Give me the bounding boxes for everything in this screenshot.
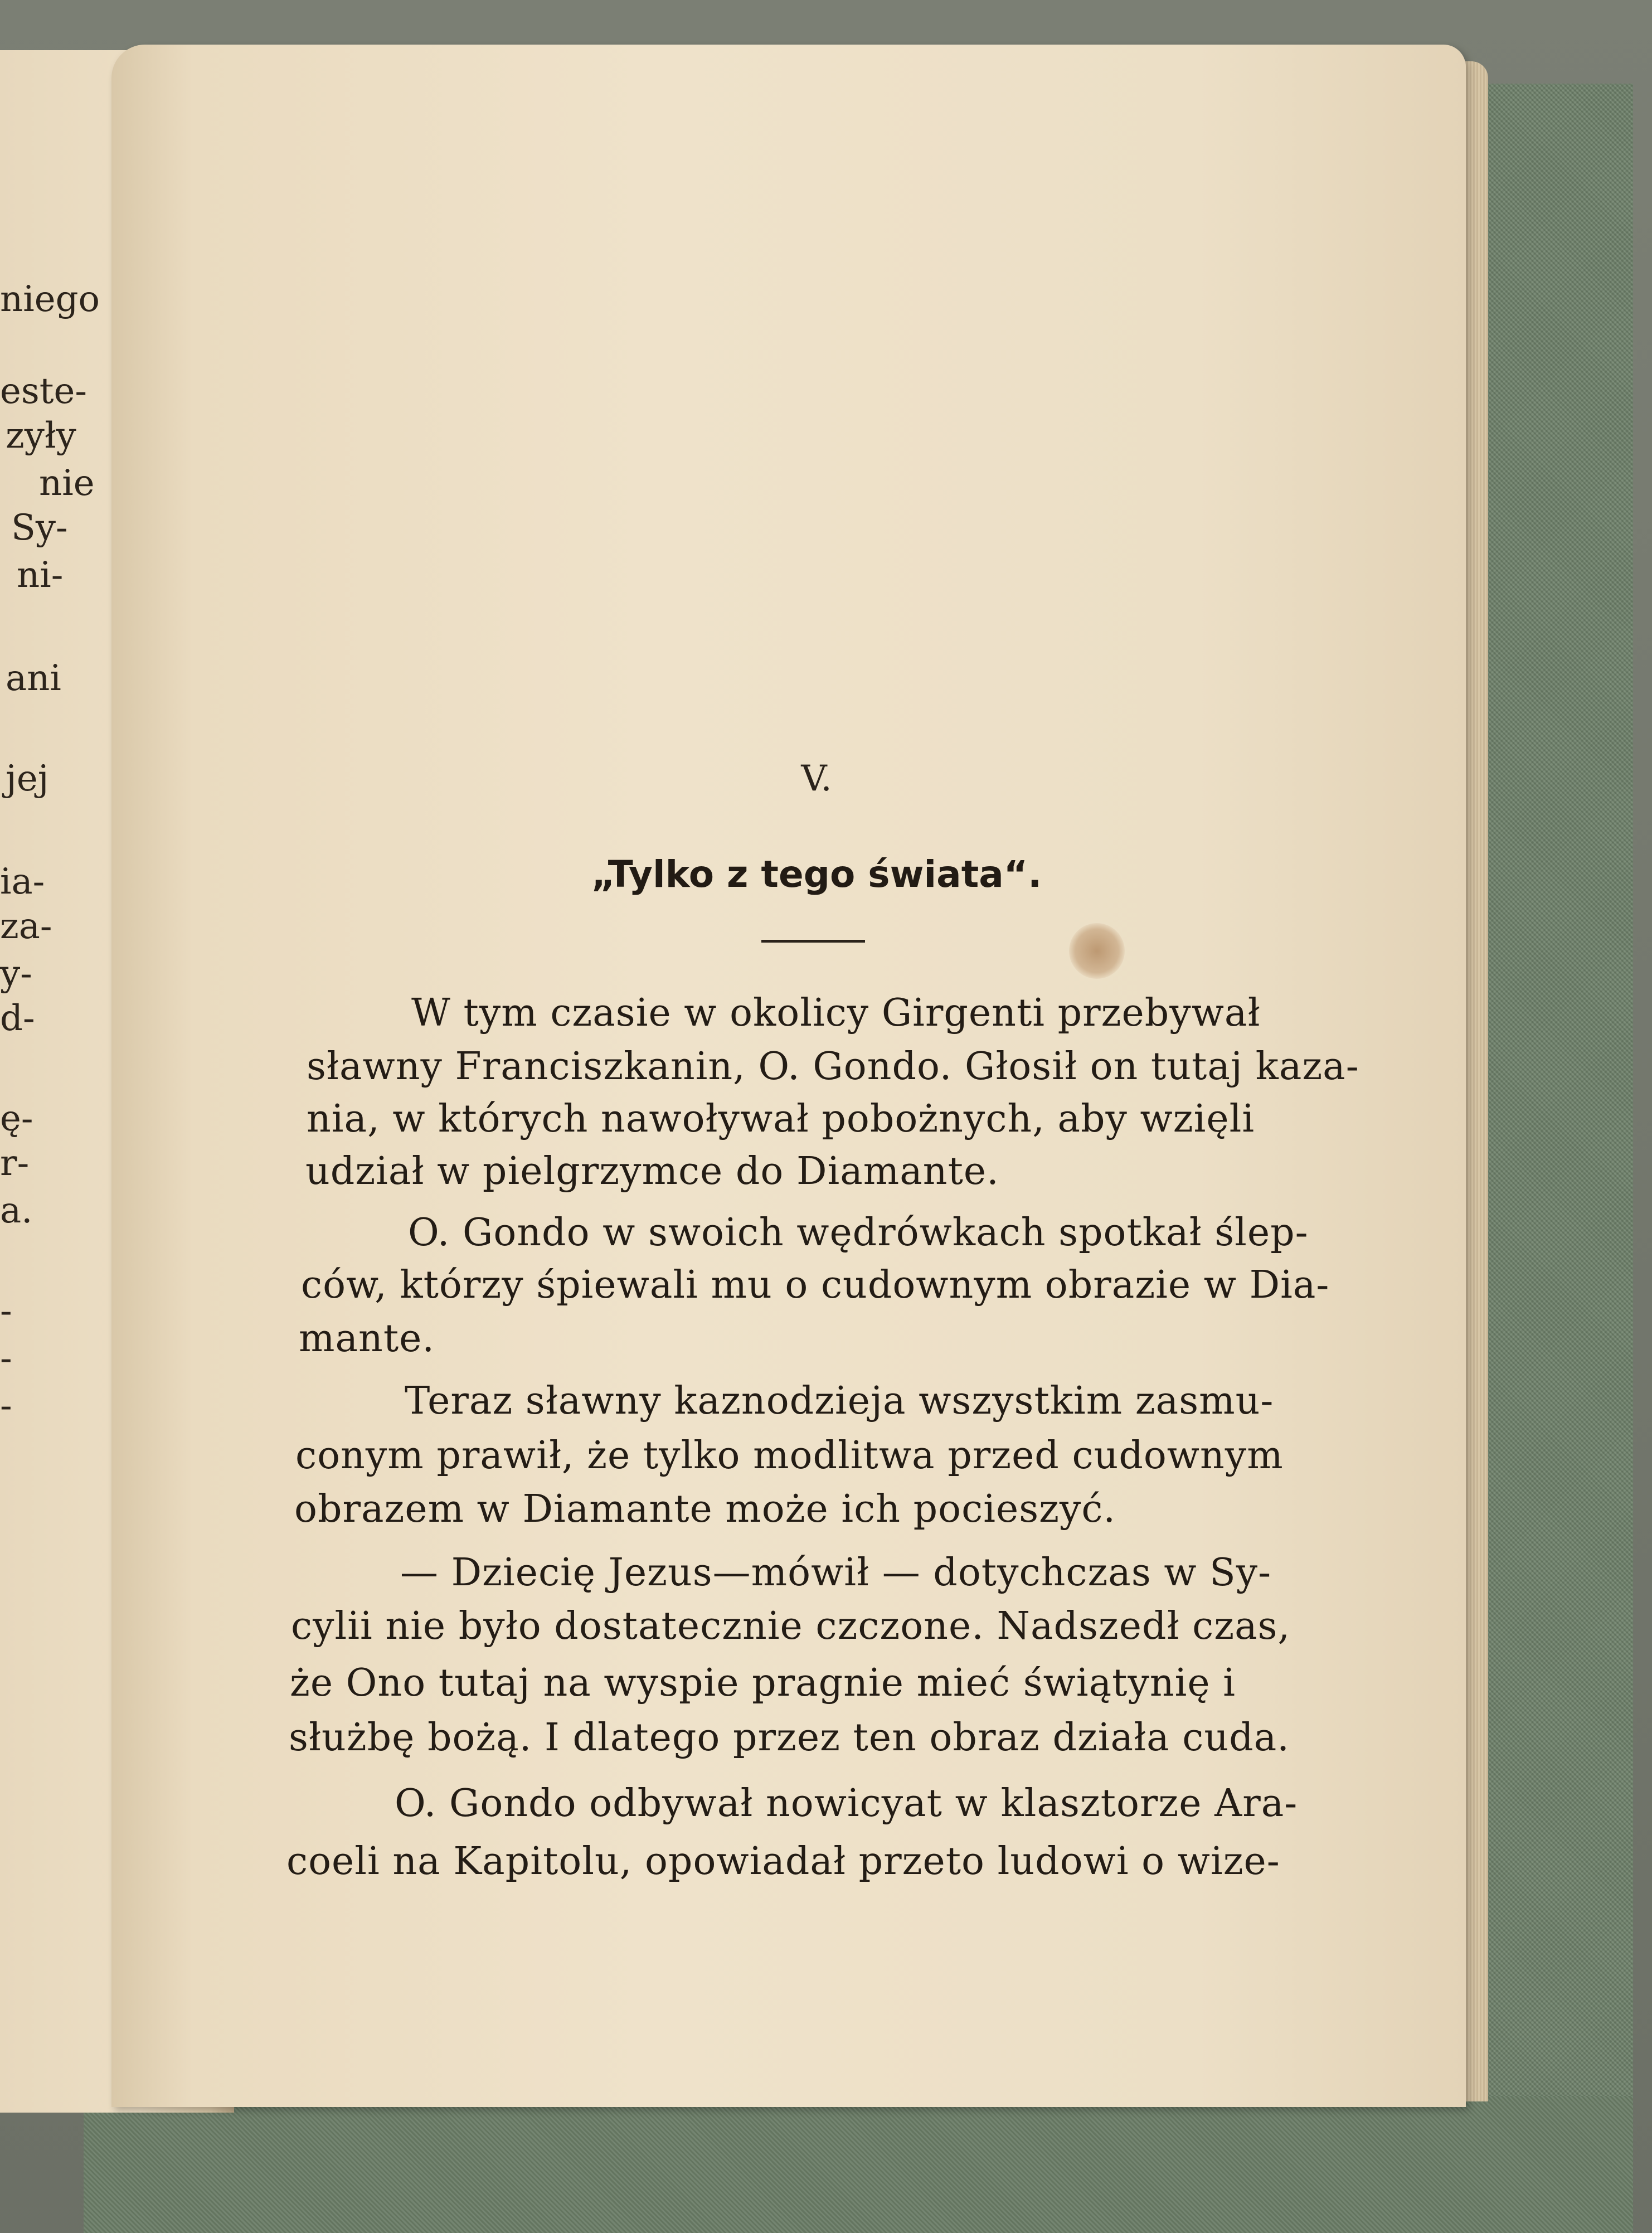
text-line: udział w pielgrzymce do Diamante. xyxy=(305,1149,999,1193)
left-fragment: niego xyxy=(0,279,100,320)
text-line: W tym czasie w okolicy Girgenti przebywał xyxy=(411,991,1261,1035)
text-line: — Dziecię Jezus—mówił — dotychczas w Sy- xyxy=(400,1551,1272,1595)
text-line: mante. xyxy=(299,1317,435,1361)
text-line: służbę bożą. I dlatego przez ten obraz działa cuda. xyxy=(289,1716,1290,1760)
title-rule xyxy=(761,940,865,943)
left-fragment: Sy- xyxy=(11,507,68,548)
left-fragment: a. xyxy=(0,1190,33,1231)
left-fragment: - xyxy=(0,1385,12,1426)
left-fragment: ę- xyxy=(0,1098,33,1139)
left-fragment: y- xyxy=(0,953,32,994)
text-line: O. Gondo w swoich wędrówkach spotkał ślep- xyxy=(408,1211,1309,1255)
text-line: O. Gondo odbywał nowicyat w klasztorze Ara- xyxy=(395,1781,1298,1826)
left-fragment: r- xyxy=(0,1143,30,1184)
left-fragment: nie xyxy=(39,463,95,504)
left-fragment: za- xyxy=(0,906,52,947)
left-fragment: jej xyxy=(6,758,49,799)
paper-stain xyxy=(1069,923,1125,979)
text-line: conym prawił, że tylko modlitwa przed cudownym xyxy=(295,1434,1284,1478)
chapter-title: „Tylko z tego świata“. xyxy=(591,853,1042,896)
text-line: cylii nie było dostatecznie czczone. Nadszedł czas, xyxy=(291,1604,1291,1648)
left-fragment: ia- xyxy=(0,861,45,902)
text-line: że Ono tutaj na wyspie pragnie mieć świątynię i xyxy=(290,1661,1236,1705)
left-fragment: ni- xyxy=(17,555,64,596)
text-line: sławny Franciszkanin, O. Gondo. Głosił on tutaj kaza- xyxy=(307,1045,1359,1089)
book-cover-bottom xyxy=(84,2096,1633,2233)
left-fragment: - xyxy=(0,1338,12,1379)
text-line: nia, w których nawoływał pobożnych, aby wzięli xyxy=(307,1097,1255,1141)
left-fragment: zyły xyxy=(6,415,76,457)
text-line: Teraz sławny kaznodzieja wszystkim zasmu- xyxy=(405,1379,1274,1423)
left-fragment: ani xyxy=(6,658,61,699)
text-line: coeli na Kapitolu, opowiadał przeto ludowi o wize- xyxy=(286,1839,1280,1884)
left-fragment: d- xyxy=(0,998,35,1039)
left-fragment: - xyxy=(0,1290,12,1332)
text-line: obrazem w Diamante może ich pocieszyć. xyxy=(294,1487,1116,1531)
chapter-number: V. xyxy=(801,758,832,799)
text-line: ców, którzy śpiewali mu o cudownym obrazie w Dia- xyxy=(301,1263,1330,1307)
left-fragment: este- xyxy=(0,371,87,412)
